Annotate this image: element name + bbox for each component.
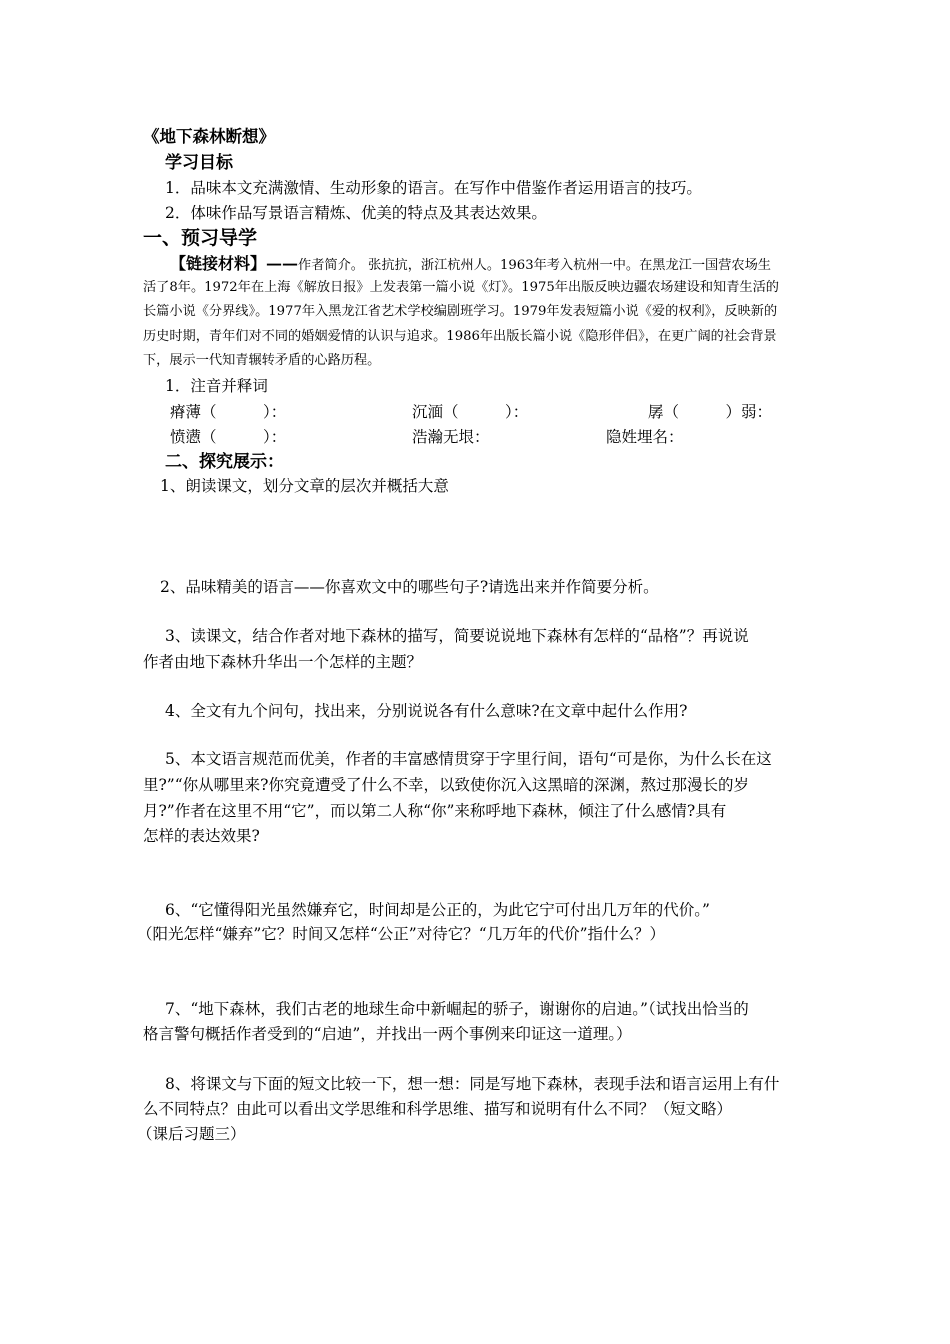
- question-3-line-2: 作者由地下森林升华出一个怎样的主题？: [143, 653, 423, 671]
- question-8-line-3: （课后习题三）: [137, 1125, 246, 1143]
- link-material-label: 【链接材料】——: [170, 254, 299, 273]
- question-5-line-4: 怎样的表达效果?: [143, 827, 260, 845]
- author-bio-line-5: 下，展示一代知青辗转矛盾的心路历程。: [143, 353, 381, 368]
- learning-goal-2: 2．体味作品写景语言精炼、优美的特点及其表达效果。: [165, 204, 547, 222]
- vocab-word-1: 瘠薄（ ）：: [170, 403, 287, 421]
- document-title: 《地下森林断想》: [143, 127, 275, 146]
- learning-goal-1: 1．品味本文充满激情、生动形象的语言。在写作中借鉴作者运用语言的技巧。: [165, 179, 702, 197]
- question-2: 2、品味精美的语言——你喜欢文中的哪些句子?请选出来并作简要分析。: [160, 578, 659, 596]
- question-7-line-2: 格言警句概括作者受到的“启迪”，并找出一两个事例来印证这一道理。）: [143, 1025, 632, 1043]
- vocab-word-3: 孱（ ）弱：: [648, 403, 773, 421]
- author-bio-line-3: 长篇小说《分界线》。1977年入黑龙江省艺术学校编剧班学习。1979年发表短篇小说《爱的权利》，反映新的: [143, 304, 778, 319]
- learning-goals-heading: 学习目标: [165, 153, 233, 173]
- question-5-line-1: 5、本文语言规范而优美，作者的丰富感情贯穿于字里行间，语句“可是你，为什么长在这: [165, 750, 772, 768]
- vocab-word-4: 愤懑（ ）：: [170, 428, 287, 446]
- section-heading-explore: 二、探究展示：: [165, 452, 284, 472]
- question-6-line-1: 6、“它懂得阳光虽然嫌弃它，时间却是公正的，为此它宁可付出几万年的代价。”: [165, 901, 710, 919]
- question-5-line-3: 月?”作者在这里不用“它”，而以第二人称“你”来称呼地下森林，倾注了什么感情?具有: [143, 802, 727, 820]
- author-bio-line-4: 历史时期，青年们对不同的婚姻爱情的认识与追求。1986年出版长篇小说《隐形伴侣》，在更广阔的社会背景: [143, 329, 777, 344]
- question-8-line-1: 8、将课文与下面的短文比较一下，想一想：同是写地下森林，表现手法和语言运用上有什: [165, 1075, 780, 1093]
- section-heading-preview: 一、预习导学: [143, 227, 258, 249]
- author-bio-first-line: [170, 254, 771, 276]
- question-4: 4、全文有九个问句，找出来，分别说说各有什么意味?在文章中起什么作用?: [165, 702, 688, 720]
- author-bio-line-1: 作者简介。 张抗抗，浙江杭州人。1963年考入杭州一中。在黑龙江一国营农场生: [298, 258, 771, 273]
- vocab-word-5: 浩瀚无垠：: [412, 428, 490, 446]
- question-8-line-2: 么不同特点？由此可以看出文学思维和科学思维、描写和说明有什么不同？（短文略）: [143, 1100, 733, 1118]
- vocab-word-6: 隐姓埋名：: [606, 428, 684, 446]
- pinyin-heading: 1．注音并释词: [165, 377, 268, 395]
- vocab-word-2: 沉湎（ ）：: [412, 403, 529, 421]
- question-7-line-1: 7、“地下森林，我们古老的地球生命中新崛起的骄子，谢谢你的启迪。”（试找出恰当的: [165, 1000, 749, 1018]
- question-3-line-1: 3、读课文，结合作者对地下森林的描写，简要说说地下森林有怎样的“品格”？再说说: [165, 627, 749, 645]
- question-6-line-2: （阳光怎样“嫌弃”它？时间又怎样“公正”对待它？“几万年的代价”指什么？）: [137, 925, 666, 943]
- question-1: 1、朗读课文，划分文章的层次并概括大意: [160, 477, 449, 495]
- question-5-line-2: 里?”“你从哪里来?你究竟遭受了什么不幸，以致使你沉入这黑暗的深渊，熬过那漫长的岁: [143, 776, 749, 794]
- author-bio-line-2: 活了8年。1972年在上海《解放日报》上发表第一篇小说《灯》。1975年出版反映边疆农场建设和知青生活的: [143, 280, 779, 295]
